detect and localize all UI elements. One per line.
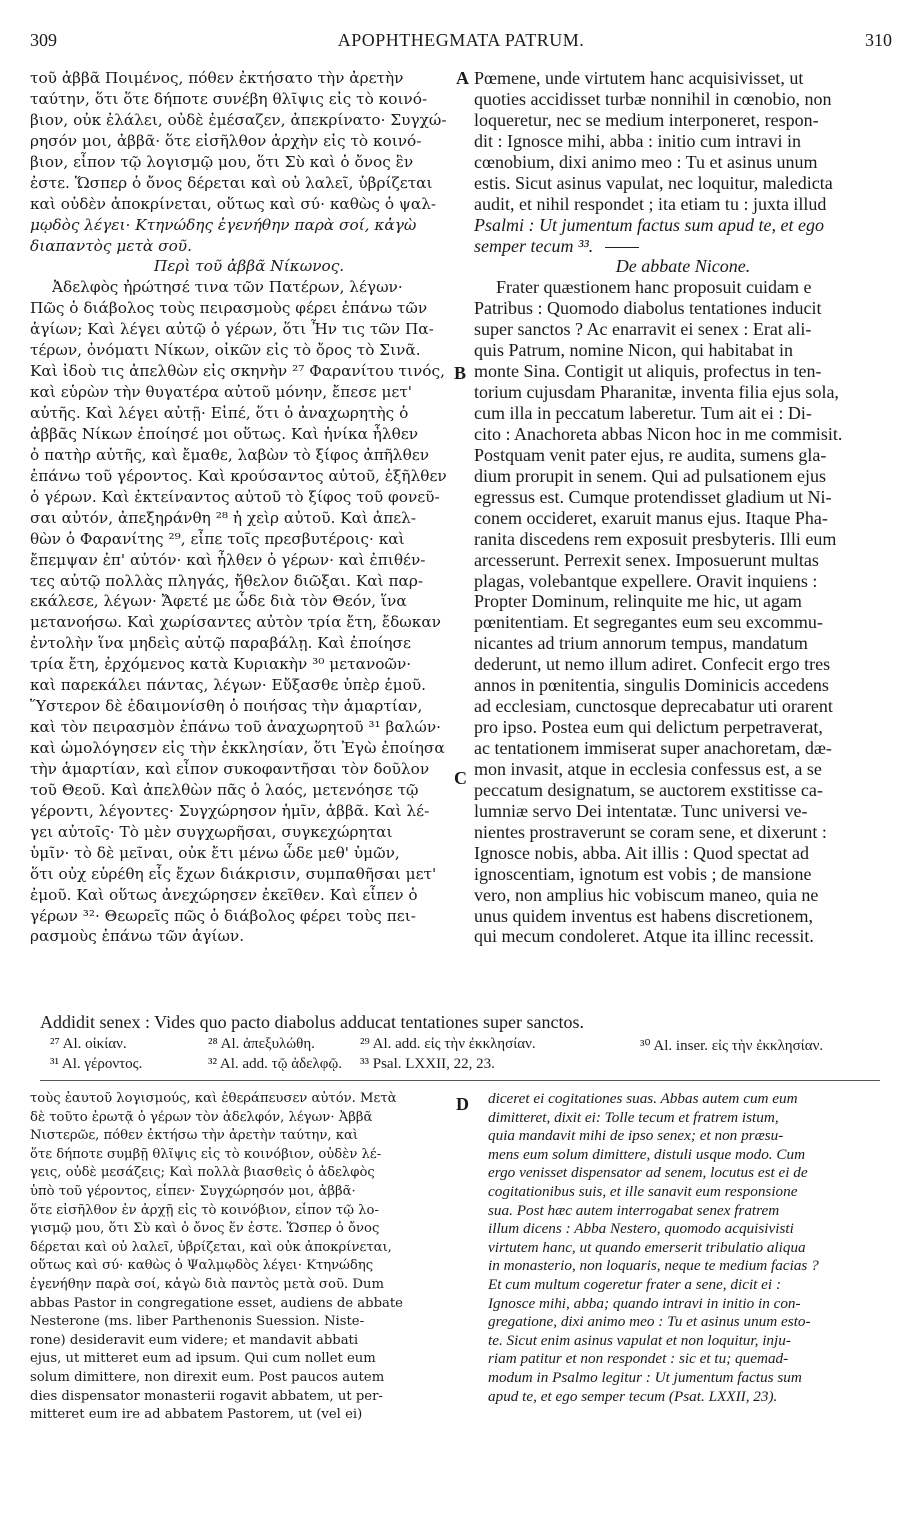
text-line: estis. Sicut asinus vapulat, nec loquitur, maledicta (474, 172, 833, 193)
footnote: ²⁹ Al. add. εἰς τὴν ἐκκλησίαν. (360, 1036, 536, 1052)
text-line: τρία ἔτη, ἐρχόμενος κατὰ Κυριακὴν ³⁰ μετανοῶν· (30, 655, 412, 674)
text-line: vero, non amplius hic vobiscum maneo, quia ne (474, 884, 819, 905)
text-line: dimitteret, dixit ei: Tolle tecum et fratrem istum, (488, 1108, 779, 1126)
text-line: ὁ πατὴρ αὐτῆς, καὶ ἔμαθε, λαβὼν τὸ ξίφος ἀπῆλθεν (30, 445, 430, 464)
text-line: Καὶ ἰδοὺ τις ἀπελθὼν εἰς σκηνὴν ²⁷ Φαρανίτου τινός, (30, 362, 445, 381)
text-line: annos in pœnitentia, singulis Dominicis accedens (474, 675, 829, 696)
text-line: τοῦ Θεοῦ. Καὶ ἀπελθὼν πᾶς ὁ λαός, μετενόησε τῷ (30, 780, 419, 799)
text-line: ὑμῖν· τὸ δὲ μεῖναι, οὐκ ἔτι μένω ὧδε μεθ' ὑμῶν, (30, 843, 400, 862)
text-line: Nesterone (ms. liber Parthenonis Suession. Niste- (30, 1314, 365, 1330)
text-line: ἔπεμψαν ἐπ' αὐτόν· καὶ ἦλθεν ὁ γέρων· καὶ ἐπιθέν- (30, 550, 426, 569)
text-line: γεις, οὐδὲ μεσάζεις; Καὶ πολλὰ βιασθεὶς ὁ ἀδελφὸς (30, 1165, 375, 1181)
text-line: ejus, ut mitteret eum ad ipsum. Qui cum nollet eum (30, 1351, 376, 1367)
text-line: δὲ τοῦτο ἐρωτᾷ ὁ γέρων τὸν ἀδελφόν, λέγων· Ἀββᾶ (30, 1109, 373, 1125)
text-line: virtutem hanc, ut quando emerserit tribulatio aliqua (488, 1238, 806, 1256)
closing-line: Addidit senex : Vides quo pacto diabolus adducat tentationes super sanctos. (40, 1012, 584, 1032)
text-line: nicantes ad trium annorum tempus, mandatum (474, 633, 808, 654)
latin-commentary-column (488, 1090, 892, 1406)
text-line: ρασμοὺς ἐπάνω τῶν ἁγίων. (30, 927, 245, 946)
text-line: Psalmi : Ut jumentum factus sum apud te, et ego (474, 214, 824, 235)
text-line: ad ecclesiam, cunctosque deprecabatur uti orarent (474, 696, 833, 717)
text-line: ὅτε εἰσῆλθον ἐν ἀρχῇ εἰς τὸ κοινόβιον, εἶπον τῷ λο- (30, 1202, 379, 1218)
text-line: γισμῷ μου, ὅτι Σὺ καὶ ὁ ὄνος ἕν ἐστε. Ὥσπερ ὁ ὄνος (30, 1221, 380, 1237)
separator-dash (605, 247, 639, 248)
text-line: arcesserunt. Perrexit senex. Imposuerunt multas (474, 549, 819, 570)
text-line: βιον, εἶπον τῷ λογισμῷ μου, ὅτι Σὺ καὶ ὁ ὄνος ἓν (30, 152, 414, 171)
text-line: ἐμοῦ. Καὶ οὕτως ἀνεχώρησεν ἐκεῖθεν. Καὶ εἶπεν ὁ (30, 885, 418, 904)
section-heading: Περὶ τοῦ ἀββᾶ Νίκωνος. (153, 257, 345, 276)
text-line: apud te, et ego semper tecum (Psat. LXXII, 23). (488, 1387, 778, 1405)
text-line: conem occideret, exaruit manus ejus. Itaque Pha- (474, 507, 828, 528)
footnote: ²⁸ Al. ἀπεξυλώθη. (208, 1036, 315, 1052)
text-line: ἐπάνω τοῦ γέροντος. Καὶ κρούσαντος αὐτοῦ, ἐξῆλθεν (30, 466, 447, 485)
text-line: rone) desideravit eum videre; et mandavit abbati (30, 1332, 359, 1348)
page-header (30, 30, 892, 56)
text-line: pœnitentiam. Et segregantes eum seu excommu- (474, 612, 823, 633)
text-line: dies dispensator monasterii rogavit abbatem, ut per- (30, 1388, 383, 1404)
footnote-divider (40, 1080, 880, 1081)
text-line: Ignosce nobis, abba. Ait illis : Quod spectat ad (474, 842, 809, 863)
text-line: gregatione, dixi animo meo : Tu et asinus unum esto- (488, 1313, 811, 1331)
text-line: Ὕστερον δὲ ἐδαιμονίσθη ὁ ποιήσας τὴν ἁμαρτίαν, (30, 697, 423, 716)
text-line: ergo venisset dispensator ad senem, locutus est ei de (488, 1164, 808, 1182)
text-line: solum dimittere, non direxit eum. Post paucos autem (30, 1369, 385, 1385)
text-line: ὅτε δήποτε συμβῇ θλῖψις εἰς τὸ κοινόβιον, οὐδὲν λέ- (30, 1146, 382, 1162)
text-line: Postquam venit pater ejus, re audita, sumens gla- (474, 444, 827, 465)
text-line: ἀββᾶς Νίκων ἐποίησέ μοι οὕτως. Καὶ ἡνίκα ἦλθεν (30, 424, 419, 443)
text-line: dederunt, ut nemo illum adiret. Confecit ergo tres (474, 654, 831, 675)
text-line: dit : Ignosce mihi, abba : initio cum intravi in (474, 130, 801, 151)
text-line: in monasterio, non loquaris, neque te medium facias ? (488, 1257, 819, 1275)
section-heading: De abbate Nicone. (615, 256, 751, 277)
text-line: ὑπὸ τοῦ γέροντος, εἶπεν· Συγχώρησόν μοι, ἀββᾶ· (30, 1183, 356, 1199)
text-line: μετανοήσω. Καὶ χωρίσαντες αὐτὸν τρία ἔτη, ἔδωκαν (30, 613, 441, 632)
text-line: Νιστερῶε, πόθεν ἐκτήσω τὴν ἀρετὴν ταύτην, καὶ (30, 1128, 359, 1144)
text-line: τοὺς ἑαυτοῦ λογισμούς, καὶ ἐθεράπευσεν αὐτόν. Μετὰ (30, 1091, 397, 1106)
text-line: mens eum solum dimittere, distuli usque modo. Cum (488, 1145, 806, 1163)
text-line: Ignosce mihi, abba; quando intravi in initio in con- (488, 1294, 801, 1312)
margin-marker-d: D (456, 1094, 469, 1114)
text-line: καὶ εὑρὼν τὴν θυγατέρα αὐτοῦ μόνην, ἔπεσε μετ' (30, 383, 412, 402)
margin-marker-c: C (454, 768, 467, 788)
text-line: τὴν ἁμαρτίαν, καὶ εἶπον συκοφαντῆσαι τὸν δοῦλον (30, 759, 430, 778)
text-line: καὶ ὡμολόγησεν εἰς τὴν ἐκκλησίαν, ὅτι Ἐγὼ ἐποίησα (30, 739, 445, 757)
footnote: ³² Al. add. τῷ ἀδελφῷ. (208, 1056, 343, 1072)
text-line: Patribus : Quomodo diabolus tentationes inducit (474, 298, 822, 319)
text-line: γέροντι, λέγοντες· Συγχώρησον ἡμῖν, ἀββᾶ. Καὶ λέ- (30, 801, 430, 820)
text-line: καὶ οὐδὲν ἀποκρίνεται, οὕτως καὶ σύ· καθὼς ὁ ψαλ- (30, 194, 437, 213)
text-line: καὶ τὸν πειρασμὸν ἐπάνω τοῦ ἀναχωρητοῦ ³¹ βαλών· (30, 718, 442, 737)
text-line: δέρεται καὶ οὐ λαλεῖ, ὑβρίζεται, καὶ οὐκ ἀποκρίνεται, (30, 1239, 392, 1255)
text-line: Frater quæstionem hanc proposuit cuidam e (496, 277, 812, 298)
text-line: διαπαντὸς μετὰ σοῦ. (30, 236, 192, 255)
text-line: quis Patrum, nomine Nicon, qui habitabat in (474, 340, 793, 361)
text-line: audit, et nihil respondet ; ita etiam tu : juxta illud (474, 193, 827, 214)
text-line: loqueretur, nec se medium interponeret, respon- (474, 109, 819, 130)
text-line: ἐστε. Ὥσπερ ὁ ὄνος δέρεται καὶ οὐ λαλεῖ, ὑβρίζεται (30, 173, 433, 192)
text-line: abbas Pastor in congregatione esset, audiens de abbate (30, 1295, 403, 1311)
text-line: cito : Anachoreta abbas Nicon hoc in me commisit. (474, 423, 843, 444)
text-line: modum in Psalmo legitur : Ut jumentum factus sum (488, 1368, 802, 1386)
text-line: ἐγενήθην παρὰ σοί, κἀγὼ διὰ παντὸς μετὰ σοῦ. Dum (30, 1276, 384, 1292)
text-line: Ἀδελφὸς ἠρώτησέ τινα τῶν Πατέρων, λέγων· (52, 278, 403, 297)
text-line: illum dicens : Abba Nestero, quomodo acquisivisti (488, 1220, 794, 1238)
text-line: dium prorupit in senem. Qui ad pulsationem ejus (474, 465, 826, 486)
text-line: cœnobium, dixi animo meo : Tu et asinus unum (474, 151, 818, 172)
text-line: Pœmene, unde virtutem hanc acquisivisset, ut (474, 68, 804, 88)
greek-text-column (30, 68, 468, 947)
footnote: ³³ Psal. LXXII, 22, 23. (360, 1056, 495, 1072)
text-line: τέρων, ὀνόματι Νίκων, οἰκῶν εἰς τὸ ὄρος τὸ Σινᾶ. (30, 341, 421, 360)
text-line: βιον, οὐκ ἐλάλει, οὐδὲ ἐμέσαζεν, ἀπεκρίνατο· Συγχώ- (30, 110, 447, 129)
text-line: cum illa in peccatum laberetur. Tum ait ei : Di- (474, 403, 812, 423)
text-line: torium cujusdam Pharanitæ, inventa filia ejus sola, (474, 382, 839, 403)
text-line: ἐντολὴν ἵνα μηδεὶς αὐτῷ παραβάλῃ. Καὶ ἐποίησε (30, 634, 411, 653)
text-line: Et cum multum cogeretur frater a sene, dicit ei : (488, 1275, 781, 1293)
text-line: cogitationibus suis, et ille sanavit eum responsione (488, 1182, 798, 1200)
text-line: εκάλεσε, λέγων· Ἄφετέ με ὧδε διὰ τὸν Θεόν, ἵνα (30, 592, 407, 611)
text-line: αὐτῆς. Καὶ λέγει αὐτῇ· Εἰπέ, ὅτι ὁ ἀναχωρητὴς ὁ (30, 404, 409, 422)
text-line: unus quidem inventus est habens discretionem, (474, 905, 813, 926)
page-number-right: 310 (865, 30, 892, 50)
text-line: quoties accidisset turbæ nonnihil in cœnobio, non (474, 88, 832, 109)
footnote: ³⁰ Al. inser. εἰς τὴν ἐκκλησίαν. (640, 1038, 824, 1054)
text-line: super sanctos ? Ac enarravit ei senex : Erat ali- (474, 319, 812, 340)
text-line: θὼν ὁ Φαρανίτης ²⁹, εἶπε τοῖς πρεσβυτέροις· καὶ (30, 529, 405, 548)
text-line: ὅτι οὐχ εὑρέθη εἷς ἔχων διάκρισιν, συμπαθῆσαι μετ' (30, 864, 437, 883)
text-line: ὁ γέρων. Καὶ ἐκτείναντος αὐτοῦ τὸ ξίφος τοῦ φονεῦ- (30, 487, 440, 506)
text-line: ἁγίων; Καὶ λέγει αὐτῷ ὁ γέρων, ὅτι Ἦν τις τῶν Πα- (30, 320, 434, 339)
text-line: pro ipso. Postea eum qui delictum perpetraverat, (474, 717, 823, 738)
text-line: monte Sina. Contigit ut aliquis, profectus in ten- (474, 361, 822, 382)
text-line: τοῦ ἀββᾶ Ποιμένος, πόθεν ἐκτήσατο τὴν ἀρετὴν (30, 69, 404, 87)
text-line: οὕτως καὶ σύ· καθὼς ὁ Ψαλμῳδὸς λέγει· Κτηνώδης (30, 1258, 374, 1274)
text-line: γέρων ³²· Θεωρεῖς πῶς ὁ διάβολος φέρει τοὺς πει- (30, 906, 416, 925)
text-line: semper tecum ³³. (474, 236, 892, 257)
margin-marker-a: A (456, 68, 469, 88)
text-line: sua. Post hæc autem interrogabat senex fratrem (488, 1201, 780, 1219)
text-line: riam patitur et non respondet : sic et tu; quemad- (488, 1350, 789, 1368)
text-line: ac tentationem immiserat super anachoretam, dæ- (474, 738, 832, 758)
text-line: mon invasit, atque in ecclesia confessus est, a se (474, 758, 822, 779)
text-line: lumniæ servo Dei intentatæ. Tunc universi ve- (474, 800, 808, 821)
text-line: γει αὐτοῖς· Τὸ μὲν συγχωρῆσαι, συγκεχώρηται (30, 822, 393, 841)
text-line: plagas, volebantque expellere. Oravit inquiens : (474, 570, 818, 591)
running-title: APOPHTHEGMATA PATRUM. (337, 30, 585, 50)
text-line: ranita discedens rem exposuit presbyteris. Illi eum (474, 528, 837, 549)
footnote: ³¹ Al. γέροντος. (50, 1056, 143, 1072)
text-line: qui mecum condoleret. Atque ita illinc recessit. (474, 926, 814, 947)
text-line: καὶ παρεκάλει πάντας, λέγων· Εὔξασθε ὑπὲρ ἐμοῦ. (30, 676, 427, 695)
text-line: Πῶς ὁ διάβολος τοὺς πειρασμοὺς φέρει ἐπάνω τῶν (30, 299, 428, 318)
footnote: ²⁷ Al. οἰκίαν. (50, 1036, 127, 1052)
text-line: σαι αὐτόν, ἀπεξηράνθη ²⁸ ἡ χεὶρ αὐτοῦ. Καὶ ἀπελ- (30, 508, 417, 527)
text-line: peccatum designatum, se auctorem exstitisse ca- (474, 779, 823, 800)
text-line: quia mandavit mihi de ipso senex; et non præsu- (488, 1127, 784, 1145)
text-line: ταύτην, ὅτι ὅτε δήποτε συνέβη θλῖψις εἰς τὸ κοινό- (30, 89, 428, 108)
latin-text-column (474, 68, 892, 947)
greek-commentary-column (30, 1090, 468, 1425)
text-line: μῳδὸς λέγει· Κτηνώδης ἐγενήθην παρὰ σοί, κἀγὼ (30, 215, 417, 234)
text-line: ρησόν μοι, ἀββᾶ· ὅτε εἰσῆλθον ἀρχὴν εἰς τὸ κοινό- (30, 131, 422, 150)
text-line: diceret ei cogitationes suas. Abbas autem cum eum (488, 1090, 798, 1107)
text-line: te. Sicut enim asinus vapulat et non loquitur, inju- (488, 1331, 791, 1349)
text-line: Propter Dominum, relinquite me hic, ut agam (474, 591, 802, 612)
page-number-left: 309 (30, 30, 57, 50)
text-line: mitteret eum ire ad abbatem Pastorem, ut (vel ei) (30, 1407, 363, 1423)
text-line: ignoscentiam, ignotum est vobis ; de mansione (474, 863, 812, 884)
text-line: egressus est. Cumque protendisset gladium ut Ni- (474, 486, 832, 507)
text-line: τες αὐτῷ πολλὰς πληγάς, ἤθελον διῶξαι. Καὶ παρ- (30, 571, 424, 590)
text-line: nientes prostraverunt se coram sene, et dixerunt : (474, 821, 827, 842)
margin-marker-b: B (454, 363, 467, 383)
